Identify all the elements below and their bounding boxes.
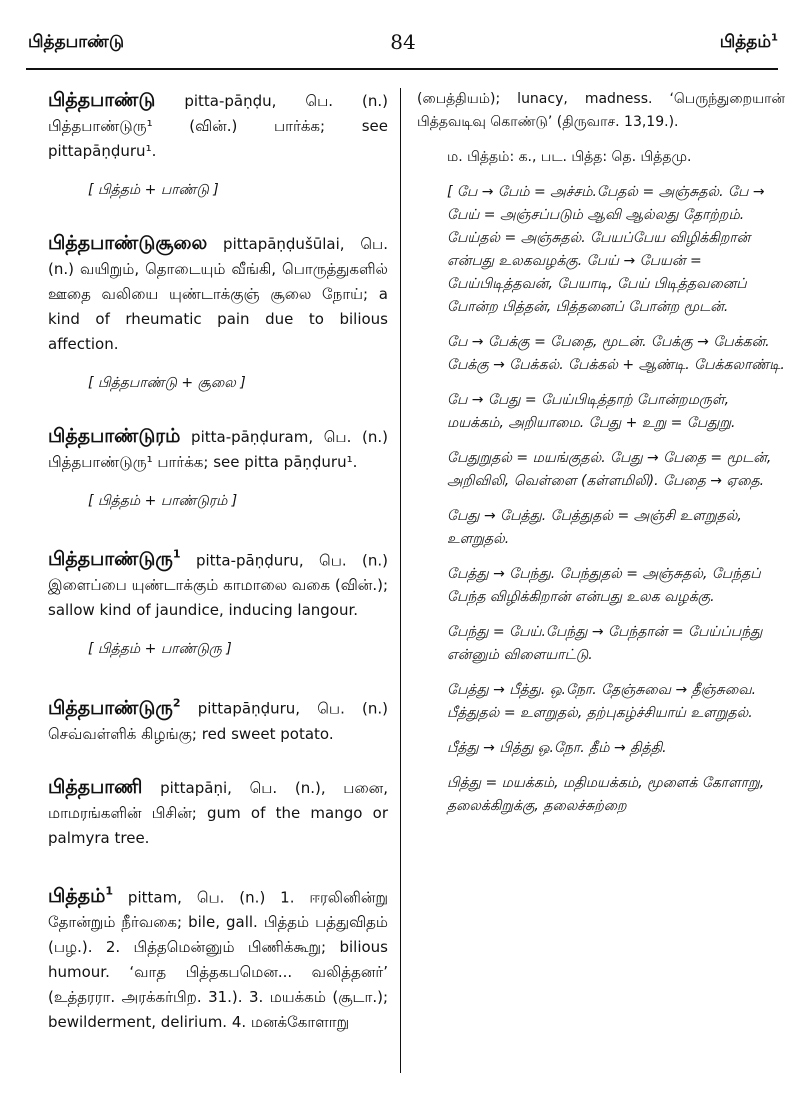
column-divider <box>400 88 401 1073</box>
entry-headword <box>48 548 181 570</box>
headword-sup: 1 <box>105 884 114 898</box>
entry-headword: பித்தபாணி <box>48 775 143 798</box>
left-column <box>48 88 388 1063</box>
entry-body: pittapāṇḍuru, பெ. (n.) செவ்வள்ளிக் கிழங்கு; red sweet potato. <box>48 699 388 743</box>
entry-headword: பித்தபாண்டுரம் <box>48 425 181 447</box>
entry-body: pittam, பெ. (n.) 1. ஈரலினின்று தோன்றும் நீர்வகை; bile, gall. பித்தம் பத்துவிதம் (பழ.). 2. பித்தமென்னும் பிணிக்கூறு; bilious humour. ‘வாத பித்தகபமென... வலித்தனர்’ (உத்தரரா. அரக்கர்பிற. 31.). 3. மயக்கம் (சூடா.); bewilderment, delirium. 4. மனக்கோளாறு <box>48 887 388 1031</box>
right-column <box>417 88 785 830</box>
dictionary-entry <box>48 542 388 662</box>
header-left-guideword: பித்தபாண்டு <box>28 32 124 52</box>
headword-text: பித்தபாண்டுரு <box>48 548 173 571</box>
entry-body: pittapāṇi, பெ. (n.), பனை, மாமரங்களின் பிசின்; gum of the mango or palmyra tree. <box>48 778 388 847</box>
entry-body: pitta-pāṇḍu, பெ. (n.) பித்தபாண்டுரு¹ (வின்.) பார்க்க; see pittapāṇḍuru¹. <box>48 92 388 160</box>
header-right-text: பித்தம் <box>719 32 772 52</box>
dictionary-entry <box>48 424 388 514</box>
entry-body: pittapāṇḍušūlai, பெ. (n.) வயிறும், தொடையும் வீங்கி, பொருத்துகளில் ஊதை வலியை யுண்டாக்குஞ் சூலை நோய்; a kind of rheumatic pain due to bilious affection. <box>48 235 388 353</box>
header-right-guideword <box>720 32 778 54</box>
entry-etymology: [ பித்தம் + பாண்டுரம் ] <box>88 493 238 509</box>
etymology-paragraph: பேதுறுதல் = மயங்குதல். பேது → பேதை = மூடன், அறிவிலி, வெள்ளை (கள்ளமிலி). பேதை → ஏதை. <box>447 450 772 489</box>
dictionary-entry <box>48 690 388 746</box>
etymology-paragraph: [ பே → பேம் = அச்சம்.பேதல் = அஞ்சுதல். பே → பேய் = அஞ்சப்படும் ஆவி ஆல்லது தோற்றம். பேய்தல் = அஞ்சுதல். பேயப்பேய விழிக்கிறான் என்பது உலகவழக்கு. பேய் → பேயன் = பேய்பிடித்தவன், பேயாடி, பேய் பிடித்தவனைப் போன்ற பித்தன், பித்தனைப் போன்ற மூடன். <box>447 184 765 315</box>
entry-headword: பித்தபாண்டுசூலை <box>48 232 208 254</box>
entry-body: pitta-pāṇḍuru, பெ. (n.) இளைப்பை யுண்டாக்கும் காமாலை வகை (வின்.); sallow kind of jaundice, inducing langour. <box>48 551 388 620</box>
entry-body: pitta-pāṇḍuram, பெ. (n.) பித்தபாண்டுரு¹ பார்க்க; see pitta pāṇḍuru¹. <box>48 428 388 471</box>
dictionary-entry <box>48 879 388 1035</box>
entry-headword <box>48 697 181 719</box>
headword-sup: 1 <box>172 548 181 561</box>
header-rule <box>26 68 778 70</box>
entry-headword <box>48 885 113 907</box>
etymology-paragraph: பித்து = மயக்கம், மதிமயக்கம், மூளைக் கோளாறு, தலைக்கிறுக்கு, தலைச்சுற்றை <box>447 775 765 814</box>
headword-sup: 2 <box>172 696 181 710</box>
entry-etymology: [ பித்தம் + பாண்டுரு ] <box>88 641 232 658</box>
dictionary-entry <box>48 231 388 396</box>
etymology-paragraph: பே → பேக்கு = பேதை, மூடன். பேக்கு → பேக்கன். பேக்கு → பேக்கல். பேக்கல் + ஆண்டி. பேக்கலாண்டி. <box>447 334 785 373</box>
dictionary-entry <box>48 775 388 851</box>
dictionary-entry <box>48 88 388 203</box>
header-right-sup: 1 <box>771 32 778 44</box>
entry-etymology: [ பித்தபாண்டு + சூலை ] <box>88 375 246 391</box>
entry-headword: பித்தபாண்டு <box>48 89 156 111</box>
etymology-paragraph: பேது → பேத்து. பேத்துதல் = அஞ்சி உளறுதல், உளறுதல். <box>447 508 742 547</box>
etymology-paragraph: பீத்து → பித்து ஒ.நோ. தீம் → தித்தி. <box>447 740 667 756</box>
cognates-line: ம. பித்தம்: க., பட. பித்த: தெ. பித்தமு. <box>447 149 692 165</box>
etymology-paragraph: பே → பேது = பேய்பிடித்தாற் போன்றமருள், மயக்கம், அறியாமை. பேது + உறு = பேதுறு. <box>447 392 736 431</box>
headword-text: பித்தம் <box>48 884 106 907</box>
etymology-paragraph: பேத்து → பேந்து. பேந்துதல் = அஞ்சுதல், பேந்தப் பேந்த விழிக்கிறான் என்பது உலக வழக்கு. <box>447 566 761 605</box>
etymology-paragraph: பேந்து = பேய்.பேந்து → பேந்தான் = பேய்ப்பந்து என்னும் விளையாட்டு. <box>447 624 763 663</box>
etymology-paragraph: பேத்து → பீத்து. ஒ.நோ. தேஞ்சுவை → தீஞ்சுவை. பீத்துதல் = உளறுதல், தற்புகழ்ச்சியாய் உளறுதல். <box>447 682 757 721</box>
entry-etymology: [ பித்தம் + பாண்டு ] <box>88 182 219 198</box>
page-number: 84 <box>390 30 416 54</box>
continuation-paragraph: (பைத்தியம்); lunacy, madness. ‘பெருந்துறையான் பித்தவடிவு கொண்டு’ (திருவாச. 13,19.). <box>417 91 785 130</box>
page-header <box>28 28 778 68</box>
headword-text: பித்தபாண்டுரு <box>48 696 173 719</box>
